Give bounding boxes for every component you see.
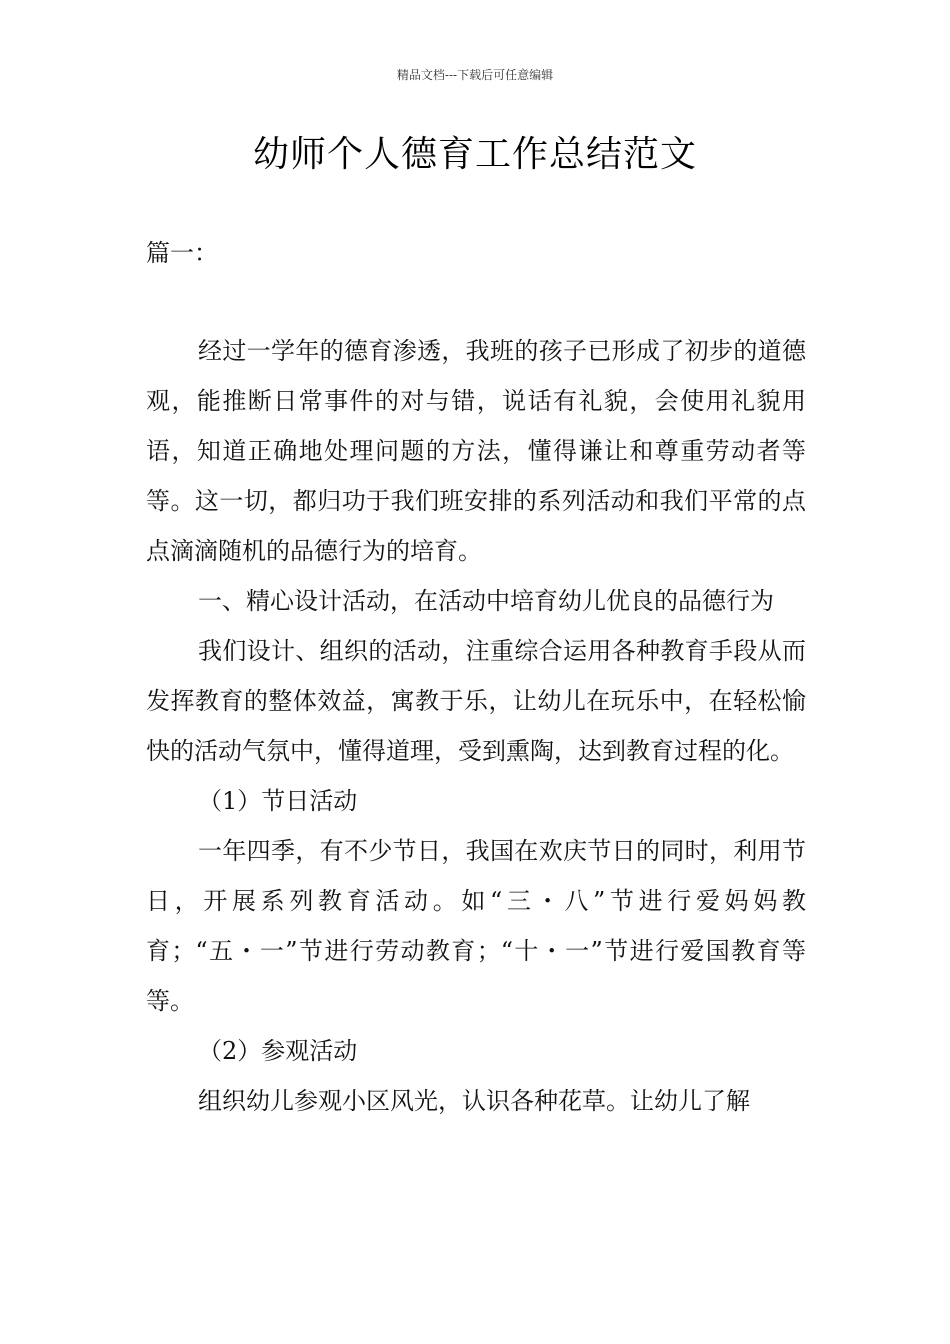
paragraph-activities: 我们设计、组织的活动，注重综合运用各种教育手段从而发挥教育的整体效益，寓教于乐，让幼儿在玩乐中，在轻松愉快的活动气氛中，懂得道理，受到熏陶，达到教育过程的化。 xyxy=(146,637,806,765)
part-label: 篇一： xyxy=(146,239,218,267)
paragraph-festival: 一年四季，有不少节日，我国在欢庆节日的同时，利用节日，开展系列教育活动。如“三・八”节进行爱妈妈教育；“五・一”节进行劳动教育；“十・一”节进行爱国教育等等。 xyxy=(146,837,806,1015)
paragraph-visit: 组织幼儿参观小区风光，认识各种花草。让幼儿了解 xyxy=(198,1087,750,1115)
document-title: 幼师个人德育工作总结范文 xyxy=(252,134,697,175)
paragraph-intro: 经过一学年的德育渗透，我班的孩子已形成了初步的道德观，能推断日常事件的对与错，说话有礼貌，会使用礼貌用语，知道正确地处理问题的方法，懂得谦让和尊重劳动者等等。这一切，都归功于我们班安排的系列活动和我们平常的点点滴滴随机的品德行为的培育。 xyxy=(146,337,806,565)
subheading-visit: （2）参观活动 xyxy=(198,1037,358,1065)
subheading-festival: （1）节日活动 xyxy=(198,787,358,815)
body-text xyxy=(146,326,806,1126)
section-heading-1: 一、精心设计活动，在活动中培育幼儿优良的品德行为 xyxy=(198,587,774,615)
header-note: 精品文档---下载后可任意编辑 xyxy=(396,68,554,82)
